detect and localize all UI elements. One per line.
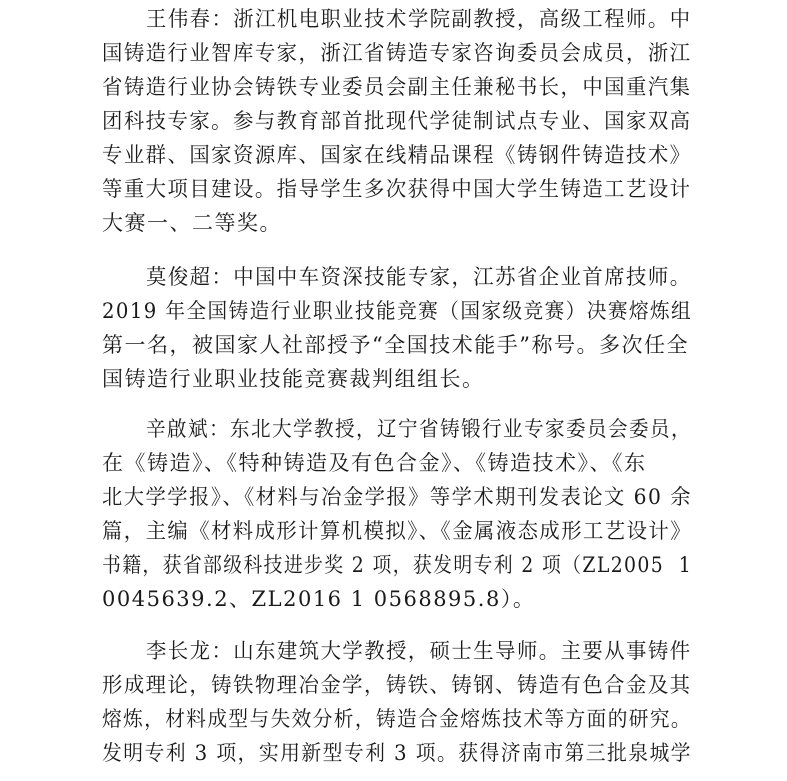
text-line: 在《铸造》、《特种铸造及有色合金》、《铸造技术》、《东 bbox=[102, 451, 647, 475]
text-line: 书籍，获省部级科技进步奖 2 项，获发明专利 2 项（ZL2005 1 bbox=[102, 553, 693, 577]
text-line: 国铸造行业职业技能竞赛裁判组组长。 bbox=[102, 367, 485, 391]
text-line: 团科技专家。参与教育部首批现代学徒制试点专业、国家双高 bbox=[102, 109, 692, 133]
text-line: 第一名，被国家人社部授予“全国技术能手”称号。多次任全 bbox=[102, 333, 689, 357]
text-line: 熔炼，材料成型与失效分析，铸造合金熔炼技术等方面的研究。 bbox=[102, 707, 692, 731]
text-line: 形成理论，铸铁物理冶金学，铸铁、铸钢、铸造有色合金及其 bbox=[102, 673, 692, 697]
text-line: 篇，主编《材料成形计算机模拟》、《金属液态成形工艺设计》 bbox=[102, 519, 692, 543]
text-line: 李长龙：山东建筑大学教授，硕士生导师。主要从事铸件 bbox=[146, 639, 692, 663]
text-line: 省铸造行业协会铸铁专业委员会副主任兼秘书长，中国重汽集 bbox=[102, 75, 692, 99]
text-line: 等重大项目建设。指导学生多次获得中国大学生铸造工艺设计 bbox=[102, 177, 692, 201]
text-line: 辛啟斌：东北大学教授，辽宁省铸锻行业专家委员会委员， bbox=[146, 417, 692, 441]
text-line: 2019 年全国铸造行业职业技能竞赛（国家级竞赛）决赛熔炼组 bbox=[102, 299, 693, 323]
text-line: 大赛一、二等奖。 bbox=[102, 211, 282, 235]
text-line: 莫俊超：中国中车资深技能专家，江苏省企业首席技师。 bbox=[146, 265, 692, 289]
text-line: 0045639.2、ZL2016 1 0568895.8）。 bbox=[102, 587, 536, 611]
text-line: 发明专利 3 项，实用新型专利 3 项。获得济南市第三批泉城学 bbox=[102, 741, 692, 765]
text-line: 国铸造行业智库专家，浙江省铸造专家咨询委员会成员，浙江 bbox=[102, 41, 692, 65]
text-line: 专业群、国家资源库、国家在线精品课程《铸钢件铸造技术》 bbox=[102, 143, 692, 167]
text-line: 北大学学报》、《材料与冶金学报》等学术期刊发表论文 60 余 bbox=[102, 485, 693, 509]
text-line: 王伟春：浙江机电职业技术学院副教授，高级工程师。中 bbox=[146, 7, 692, 31]
